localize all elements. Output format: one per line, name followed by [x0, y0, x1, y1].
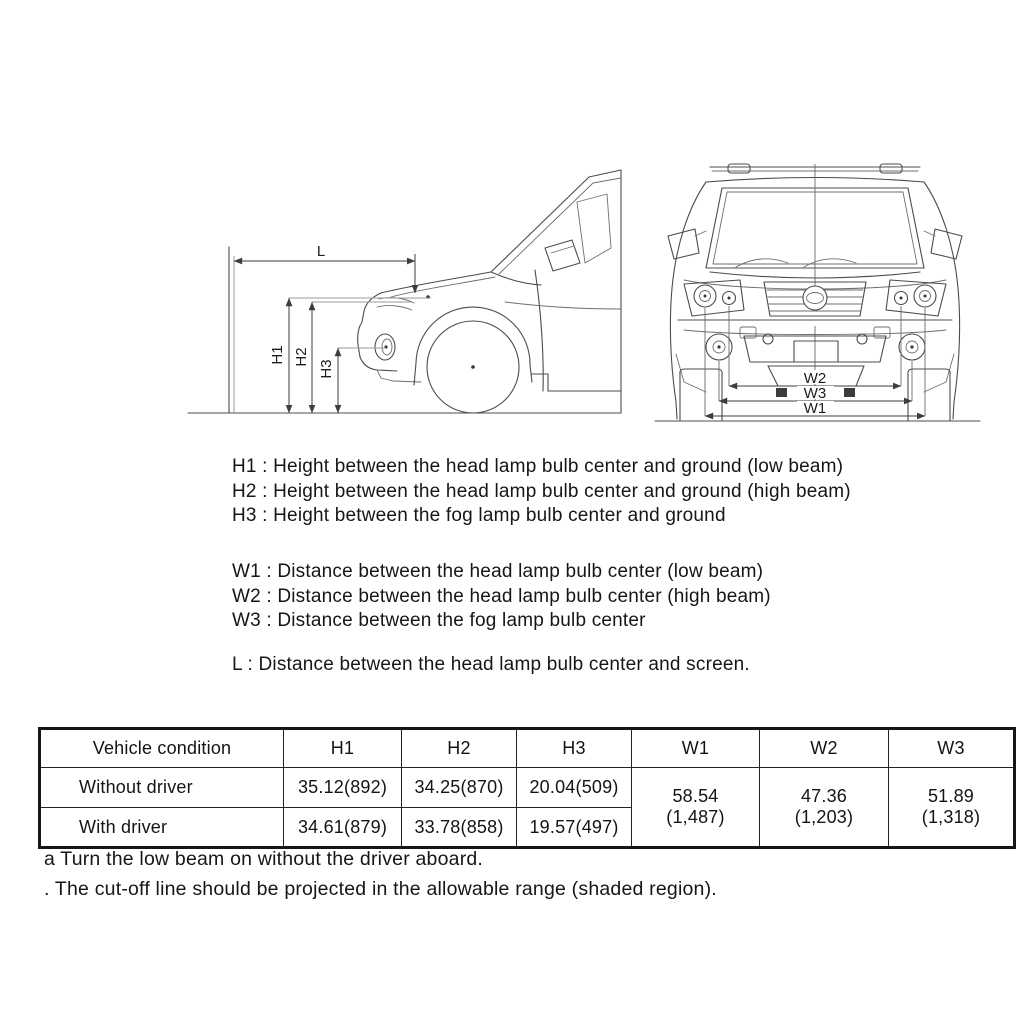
col-header-w2: W2 — [760, 729, 889, 768]
dim-label-H1: H1 — [269, 345, 286, 365]
definition-l: L : Distance between the head lamp bulb center and screen. — [232, 654, 750, 675]
table-header-row — [40, 729, 1015, 768]
height-definitions — [232, 455, 851, 529]
dim-label-H3: H3 — [318, 359, 335, 379]
footnotes — [44, 845, 717, 904]
cell-w1 — [632, 768, 760, 848]
vehicle-side-outline — [188, 170, 621, 413]
cell-h3: 20.04(509) — [517, 768, 632, 808]
side-view-diagram — [185, 150, 625, 428]
front-view-diagram — [648, 140, 988, 432]
col-header-h3: H3 — [517, 729, 632, 768]
col-header-w1: W1 — [632, 729, 760, 768]
dimension-lines-side — [234, 243, 431, 413]
spec-table — [38, 727, 1016, 849]
w1-value: 58.54 — [672, 786, 719, 806]
table-row-without-driver — [40, 768, 1015, 808]
cell-w3 — [889, 768, 1015, 848]
col-header-h1: H1 — [284, 729, 402, 768]
cell-h2: 34.25(870) — [402, 768, 517, 808]
length-definition — [232, 653, 750, 678]
definition-h2: H2 : Height between the head lamp bulb center and ground (high beam) — [232, 480, 851, 502]
footnote-1: a Turn the low beam on without the driver aboard. — [44, 848, 484, 870]
definition-w2: W2 : Distance between the head lamp bulb center (high beam) — [232, 585, 771, 607]
cell-h3: 19.57(497) — [517, 808, 632, 848]
cell-w2 — [760, 768, 889, 848]
dim-label-W2: W2 — [803, 370, 827, 387]
definition-w1: W1 : Distance between the head lamp bulb center (low beam) — [232, 561, 764, 582]
dim-label-W3: W3 — [803, 385, 827, 402]
dim-label-W1: W1 — [803, 400, 827, 417]
w2-value: 47.36 — [800, 786, 848, 806]
w1-mm: (1,487) — [666, 807, 725, 827]
definition-h1: H1 : Height between the head lamp bulb center and ground (low beam) — [232, 456, 844, 477]
w3-value: 51.89 — [927, 786, 975, 806]
footnote-2: . The cut-off line should be projected in the allowable range (shaded region). — [44, 877, 717, 900]
w3-mm: (1,318) — [921, 807, 981, 827]
cell-h1: 34.61(879) — [284, 808, 402, 848]
cell-condition: Without driver — [40, 768, 284, 808]
cell-h1: 35.12(892) — [284, 768, 402, 808]
definition-h3: H3 : Height between the fog lamp bulb center and ground — [232, 505, 726, 526]
dim-label-L: L — [316, 243, 326, 260]
cell-condition: With driver — [40, 808, 284, 848]
width-definitions — [232, 560, 771, 634]
definition-w3: W3 : Distance between the fog lamp bulb center — [232, 610, 646, 631]
dim-label-H2: H2 — [293, 347, 310, 367]
cell-h2: 33.78(858) — [402, 808, 517, 848]
w2-mm: (1,203) — [794, 807, 854, 827]
col-header-h2: H2 — [402, 729, 517, 768]
col-header-vehicle-condition: Vehicle condition — [40, 729, 284, 768]
col-header-w3: W3 — [889, 729, 1015, 768]
